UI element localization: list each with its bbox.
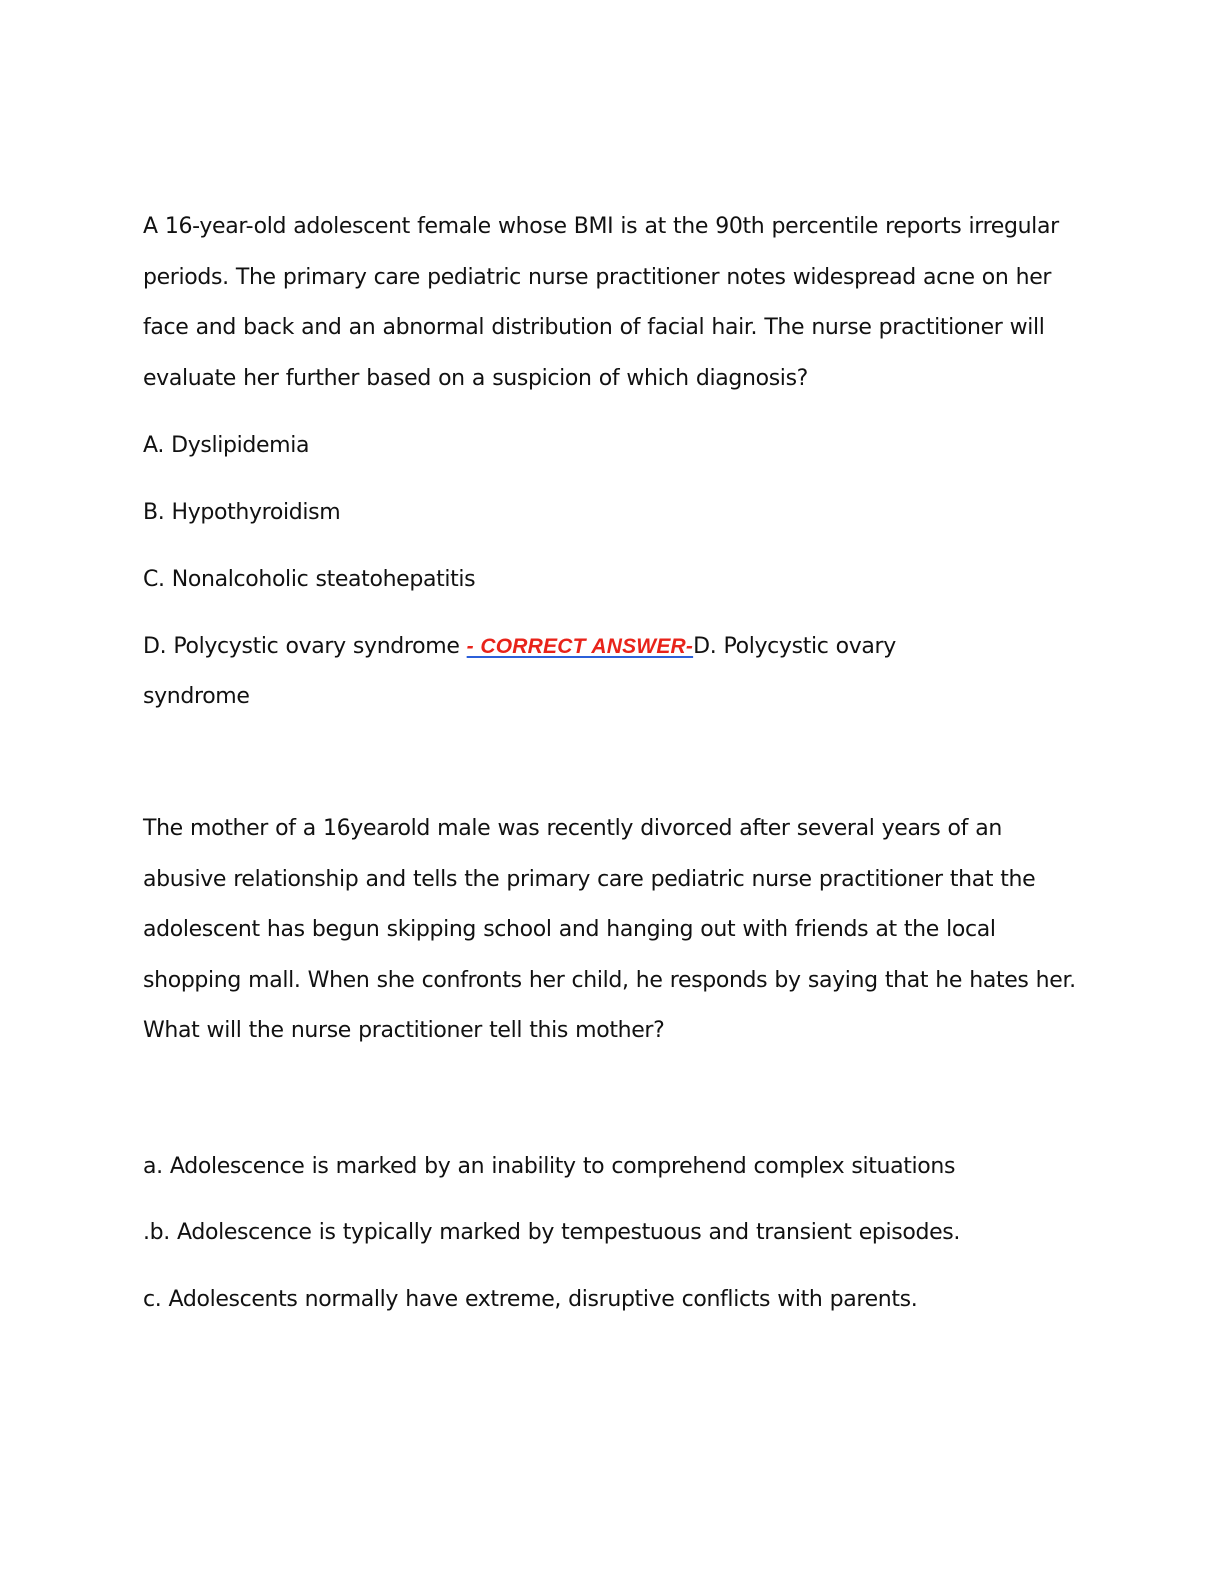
correct-answer-text: D. Polycystic ovary xyxy=(693,634,896,659)
question-2-option-a: a. Adolescence is marked by an inability to comprehend complex situations xyxy=(143,1154,956,1179)
correct-answer-text-continued: syndrome xyxy=(143,684,250,709)
question-1-option-d: D. Polycystic ovary syndrome xyxy=(143,634,467,659)
question-1-stem: A 16-year-old adolescent female whose BMI is at the 90th percentile reports irregular periods. The primary care pediatric nurse practitioner notes widespread acne on her face and back and an abnormal distribution of facial hair. The nurse practitioner will evaluate her further based on a suspicion of which diagnosis? xyxy=(143,214,1059,391)
question-1-option-b: B. Hypothyroidism xyxy=(143,500,341,525)
question-2-option-c: c. Adolescents normally have extreme, disruptive conflicts with parents. xyxy=(143,1287,918,1312)
correct-answer-tag: - CORRECT ANSWER- xyxy=(466,635,694,658)
question-1-option-d-line xyxy=(143,630,896,664)
question-2-option-b: .b. Adolescence is typically marked by tempestuous and transient episodes. xyxy=(143,1220,961,1245)
question-1-option-c: C. Nonalcoholic steatohepatitis xyxy=(143,567,476,592)
question-1-option-a: A. Dyslipidemia xyxy=(143,433,310,458)
question-2-stem: The mother of a 16yearold male was recently divorced after several years of an abusive relationship and tells the primary care pediatric nurse practitioner that the adolescent has begun skipping school and hanging out with friends at the local shopping mall. When she confronts her child, he responds by saying that he hates her. What will the nurse practitioner tell this mother? xyxy=(143,816,1076,1043)
